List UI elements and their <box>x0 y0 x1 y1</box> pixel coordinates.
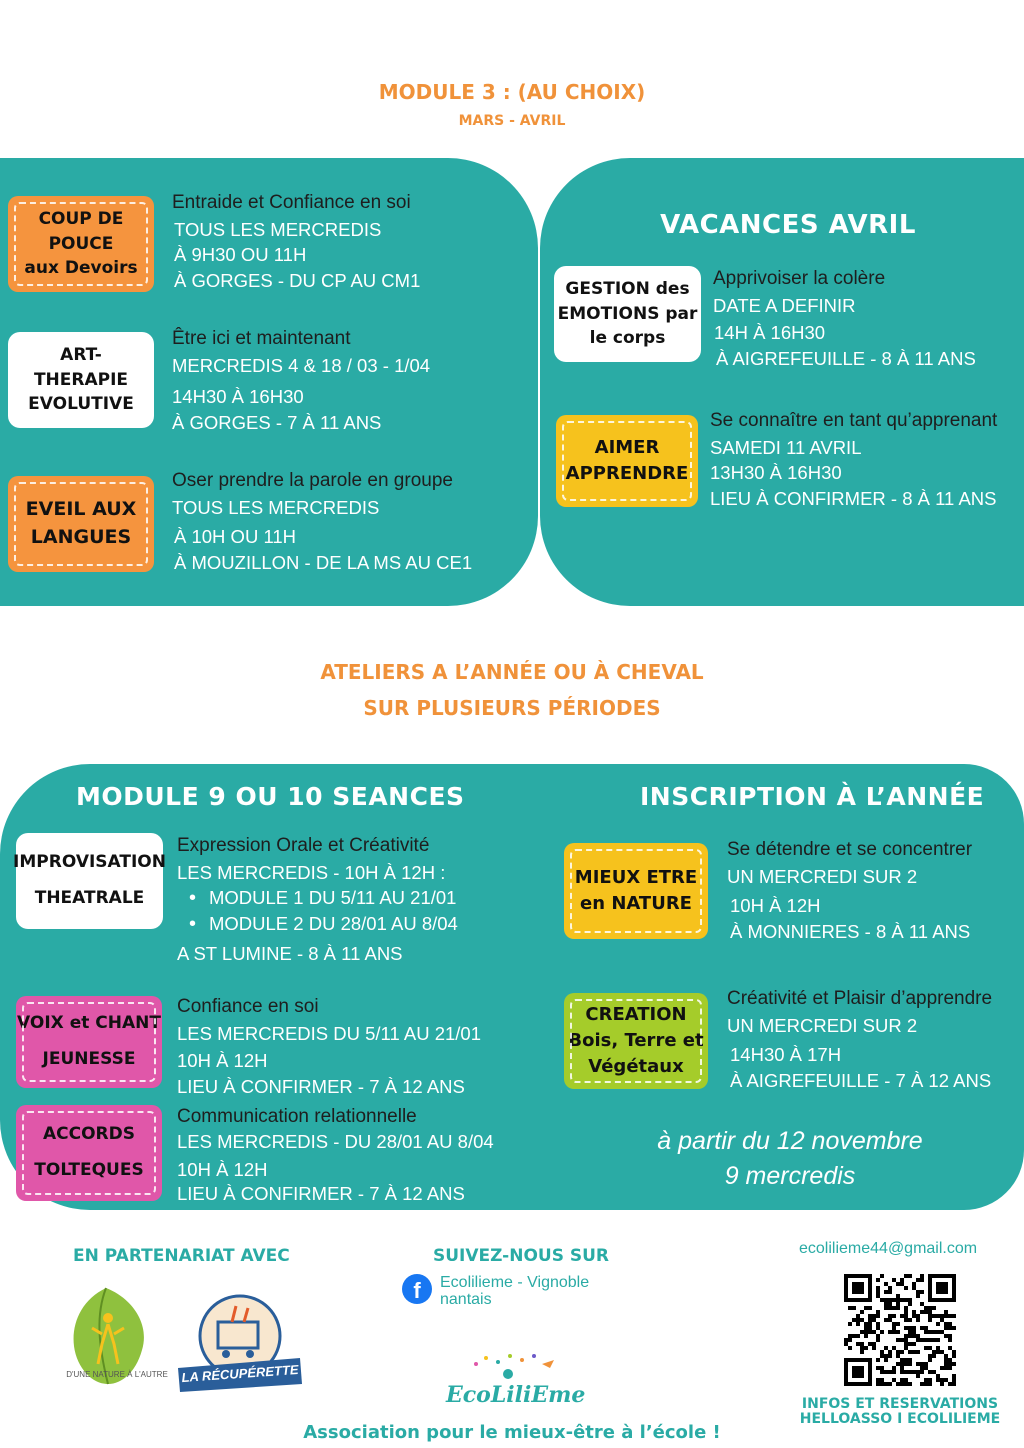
workshop-tag[interactable]: COUP DE POUCE aux Devoirs <box>8 196 154 292</box>
workshop-tag[interactable]: AIMER APPRENDRE <box>556 415 698 507</box>
workshop-tag[interactable]: IMPROVISATION THEATRALE <box>16 833 163 929</box>
workshop-tag[interactable]: ACCORDS TOLTEQUES <box>16 1105 162 1201</box>
tagline: Association pour le mieux-être à l’école ! <box>303 1422 721 1443</box>
partners-title: EN PARTENARIAT AVEC <box>73 1246 290 1266</box>
workshop-tag[interactable]: VOIX et CHANT JEUNESSE <box>16 996 162 1088</box>
module-9-10-title: MODULE 9 OU 10 SEANCES <box>76 782 465 811</box>
logo-text: EcoLiliEme <box>446 1382 586 1408</box>
vacances-title: VACANCES AVRIL <box>660 210 916 240</box>
email-link[interactable]: ecolilieme44@gmail.com <box>799 1240 978 1257</box>
workshop-info: Se détendre et se concentrer UN MERCREDI SUR 2 10H À 12H À MONNIERES - 8 À 11 ANS <box>727 839 973 943</box>
workshop-info: Être ici et maintenant MERCREDIS 4 & 18 / 03 - 1/04 14H30 À 16H30 À GORGES - 7 À 11 ANS <box>172 328 431 434</box>
workshop-info: Confiance en soi LES MERCREDIS DU 5/11 AU 21/01 10H À 12H LIEU À CONFIRMER - 7 À 12 ANS <box>177 996 482 1098</box>
workshop-info: Expression Orale et Créativité LES MERCREDIS - 10H À 12H : • MODULE 1 DU 5/11 AU 21/01 • MODULE 2 DU 28/01 AU 8/04 A ST LUMINE - 8 À 11 ANS <box>177 833 458 967</box>
inscription-title: INSCRIPTION À L’ANNÉE <box>640 782 985 811</box>
follow-title: SUIVEZ-NOUS SUR <box>433 1246 610 1266</box>
workshop-tag[interactable]: EVEIL AUX LANGUES <box>8 476 154 572</box>
workshop-info: Se connaître en tant qu’apprenant SAMEDI 11 AVRIL 13H30 À 16H30 LIEU À CONFIRMER - 8 À 11 ANS <box>710 410 998 510</box>
module-title: MODULE 3 : (AU CHOIX) <box>378 80 646 104</box>
partner1-text: D'UNE NATURE À L'AUTRE <box>66 1370 168 1379</box>
workshop-tag[interactable]: ART- THERAPIE EVOLUTIVE <box>8 332 154 428</box>
facebook-icon[interactable]: f <box>402 1274 432 1304</box>
partner2-text: LA RÉCUPÉRETTE <box>180 1361 300 1386</box>
workshop-info: Communication relationnelle LES MERCREDIS - DU 28/01 AU 8/04 10H À 12H LIEU À CONFIRMER - 7 À 12 ANS <box>177 1106 494 1204</box>
workshop-info: Apprivoiser la colère DATE A DEFINIR 14H À 16H30 À AIGREFEUILLE - 8 À 11 ANS <box>713 268 976 370</box>
inscription-note: à partir du 12 novembre 9 mercredis <box>657 1127 923 1190</box>
ateliers-title-line2: SUR PLUSIEURS PÉRIODES <box>363 696 661 720</box>
workshop-tag[interactable]: MIEUX ETRE en NATURE <box>564 843 708 939</box>
workshop-info: Créativité et Plaisir d’apprendre UN MERCREDI SUR 2 14H30 À 17H À AIGREFEUILLE - 7 À 12 ANS <box>727 988 993 1092</box>
workshop-tag[interactable]: GESTION des EMOTIONS par le corps <box>554 266 701 362</box>
ecolilieme-logo <box>446 1352 586 1416</box>
partner-recuperette-logo[interactable] <box>174 1294 306 1394</box>
qr-code[interactable] <box>844 1274 956 1386</box>
workshop-tag[interactable]: CREATION Bois, Terre et Végétaux <box>564 993 708 1089</box>
workshop-info: Entraide et Confiance en soi TOUS LES MERCREDIS À 9H30 OU 11H À GORGES - DU CP AU CM1 <box>172 192 421 292</box>
ateliers-title-line1: ATELIERS A L’ANNÉE OU À CHEVAL <box>320 660 704 684</box>
workshop-info: Oser prendre la parole en groupe TOUS LES MERCREDIS À 10H OU 11H À MOUZILLON - DE LA MS AU CE1 <box>172 470 473 574</box>
info-reservations: INFOS ET RESERVATIONS HELLOASSO I ECOLILIEME <box>799 1396 1001 1427</box>
facebook-link[interactable]: Ecolilieme - Vignoble nantais <box>440 1274 590 1308</box>
partner-dune-nature-logo[interactable] <box>62 1284 168 1396</box>
module-dates: MARS - AVRIL <box>458 113 566 129</box>
